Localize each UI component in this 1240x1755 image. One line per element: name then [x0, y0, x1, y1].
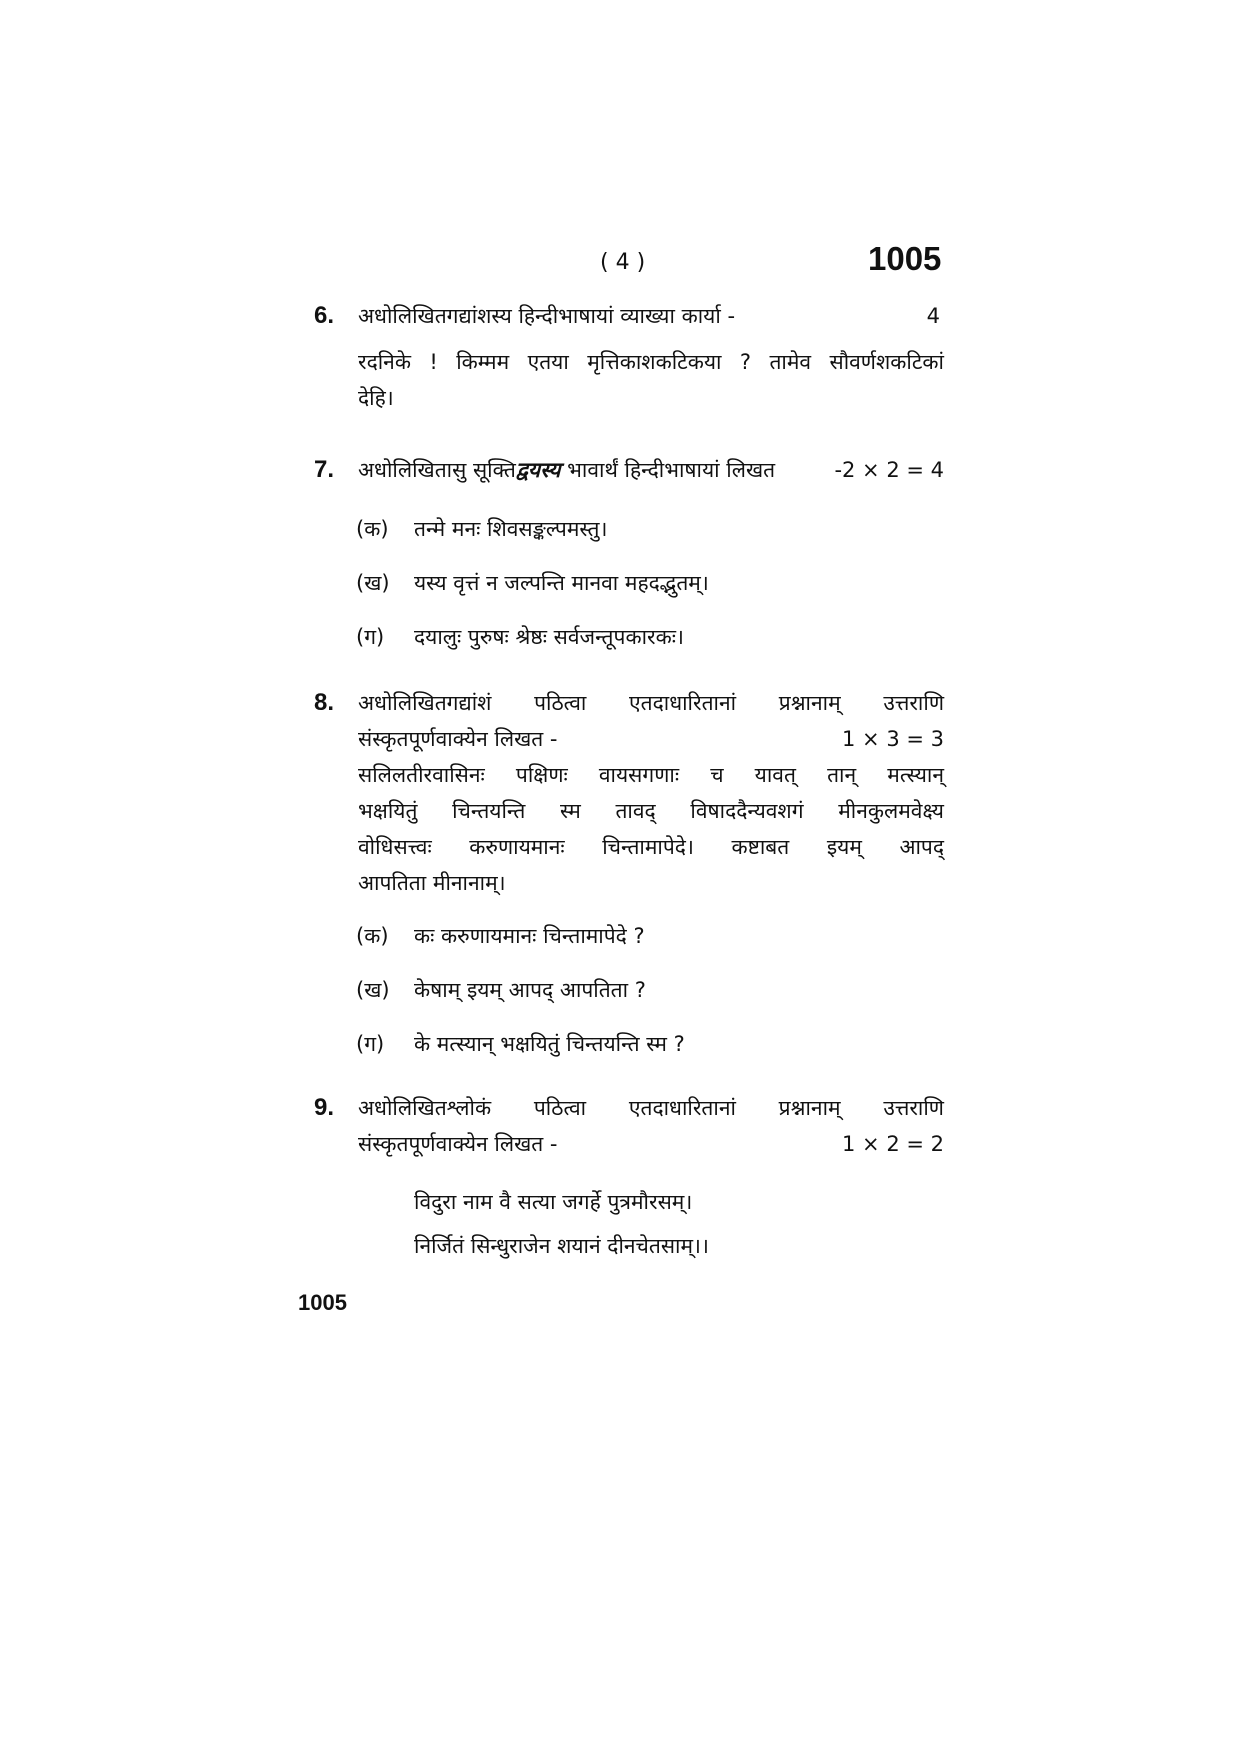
sub-question-list	[356, 909, 944, 1071]
question-instruction-line	[358, 452, 944, 488]
passage-line: भक्षयितुं चिन्तयन्ति स्म तावद् विषाददैन्यवशगं मीनकुलमवेक्ष्य	[358, 799, 944, 823]
sub-question-label: (ख)	[356, 978, 390, 1002]
sub-question-label: (ग)	[356, 1032, 385, 1056]
question-marks: 1 × 3 = 3	[842, 727, 944, 751]
paper-code-header: 1005	[868, 240, 942, 277]
question-instruction: अधोलिखितगद्यांशं पठित्वा एतदाधारितानां प्रश्नानाम् उत्तराणि	[358, 691, 944, 715]
question-instruction	[358, 452, 775, 488]
question-number: 7.	[314, 456, 335, 483]
question-instruction: संस्कृतपूर्णवाक्येन लिखत -	[358, 727, 558, 751]
sub-question-label: (क)	[356, 924, 389, 948]
question-number: 6.	[314, 302, 335, 329]
sub-question-text: कः करुणायमानः चिन्तामापेदे ?	[414, 924, 645, 948]
passage-line: रदनिके ! किम्मम एतया मृत्तिकाशकटिकया ? तामेव सौवर्णशकटिकां	[358, 350, 944, 374]
sub-question-text: यस्य वृत्तं न जल्पन्ति मानवा महदद्भुतम्।	[414, 571, 709, 595]
sub-question-text: दयालुः पुरुषः श्रेष्ठः सर्वजन्तूपकारकः।	[414, 625, 684, 649]
passage-line: आपतिता मीनानाम्।	[358, 871, 506, 895]
question-9	[314, 1090, 944, 1268]
sub-question-text: केषाम् इयम् आपद् आपतिता ?	[414, 978, 646, 1002]
passage-line: वोधिसत्त्वः करुणायमानः चिन्तामापेदे। कष्टाबत इयम् आपद्	[358, 835, 944, 859]
sub-question-label: (क)	[356, 517, 389, 541]
instruction-emphasis: द्वयस्य	[515, 458, 561, 482]
question-instruction-line	[358, 1126, 944, 1162]
instruction-part: अधोलिखितासु सूक्ति	[358, 458, 516, 482]
question-instruction: अधोलिखितश्लोकं पठित्वा एतदाधारितानां प्रश्नानाम् उत्तराणि	[358, 1096, 944, 1120]
page-number: ( 4 )	[600, 250, 646, 275]
question-8	[314, 685, 944, 1071]
sub-question-label: (ख)	[356, 571, 390, 595]
sub-question	[356, 556, 944, 610]
sub-question-text: के मत्स्यान् भक्षयितुं चिन्तयन्ति स्म ?	[414, 1032, 685, 1056]
question-instruction-line	[358, 721, 944, 757]
question-6	[314, 298, 944, 416]
paper-code-footer: 1005	[298, 1290, 347, 1315]
question-instruction-line	[358, 298, 944, 334]
verse-line: विदुरा नाम वै सत्या जगर्हे पुत्रमौरसम्।	[414, 1190, 693, 1214]
sub-question-label: (ग)	[356, 625, 385, 649]
verse-line: निर्जितं सिन्धुराजेन शयानं दीनचेतसाम्।।	[414, 1234, 709, 1258]
verse	[414, 1180, 944, 1268]
question-instruction: अधोलिखितगद्यांशस्य हिन्दीभाषायां व्याख्या कार्या -	[358, 304, 736, 328]
sub-question	[356, 1017, 944, 1071]
sub-question	[356, 963, 944, 1017]
question-marks: -2 × 2 = 4	[834, 458, 944, 482]
sub-question	[356, 610, 944, 664]
sub-question-list	[356, 502, 944, 664]
passage-line: सलिलतीरवासिनः पक्षिणः वायसगणाः च यावत् तान् मत्स्यान्	[358, 763, 944, 787]
question-7	[314, 452, 944, 664]
passage-line: देहि।	[358, 386, 394, 410]
question-number: 8.	[314, 689, 335, 716]
question-number: 9.	[314, 1094, 335, 1121]
question-marks: 4	[926, 304, 940, 328]
question-marks: 1 × 2 = 2	[842, 1132, 944, 1156]
sub-question-text: तन्मे मनः शिवसङ्कल्पमस्तु।	[414, 517, 608, 541]
question-instruction: संस्कृतपूर्णवाक्येन लिखत -	[358, 1132, 558, 1156]
instruction-part: भावार्थं हिन्दीभाषायां लिखत	[560, 458, 776, 482]
sub-question	[356, 502, 944, 556]
sub-question	[356, 909, 944, 963]
